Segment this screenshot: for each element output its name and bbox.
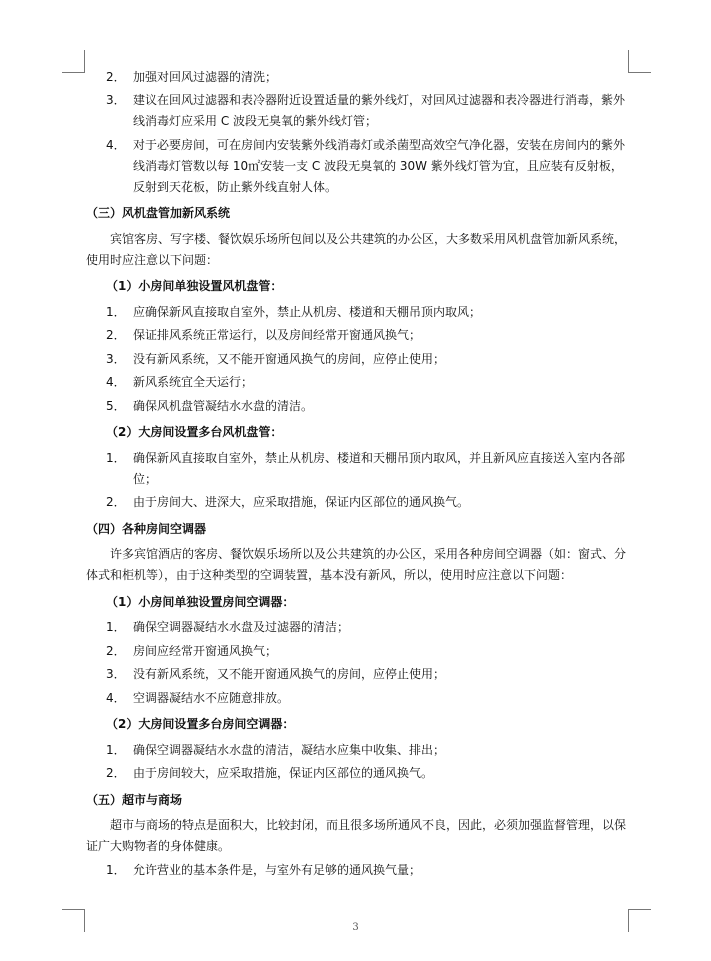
list-number: 2． [106, 69, 126, 84]
list-text: 确保空调器凝结水水盘的清洁，凝结水应集中收集、排出； [133, 742, 446, 757]
crop-mark-top-left [62, 50, 85, 73]
crop-mark-top-right [628, 50, 651, 73]
list-text: 确保新风直接取自室外，禁止从机房、楼道和天棚吊顶内取风，并且新风应直接送入室内各部位； [133, 450, 626, 486]
list-number: 5． [106, 398, 126, 413]
section-intro: 许多宾馆酒店的客房、餐饮娱乐场所以及公共建筑的办公区，采用各种房间空调器（如：窗式、分体式和柜机等），由于这种类型的空调装置，基本没有新风，所以，使用时应注意以下问题： [86, 547, 627, 582]
list-number: 3． [106, 351, 126, 366]
list-number: 3． [106, 667, 126, 681]
section-heading: （五）超市与商场 [86, 792, 183, 807]
list-text: 建议在回风过滤器和表冷器附近设置适量的紫外线灯，对回风过滤器和表冷器进行消毒，紫外线消毒灯应采用 C 波段无臭氧的紫外线灯管； [133, 93, 626, 128]
list-number: 2． [106, 643, 126, 658]
list-number: 1． [106, 742, 126, 757]
list-text: 确保风机盘管凝结水水盘的清洁。 [133, 398, 314, 413]
list-text: 保证排风系统正常运行，以及房间经常开窗通风换气； [133, 328, 422, 342]
list-number: 2． [106, 766, 126, 780]
section-heading: （四）各种房间空调器 [86, 521, 207, 536]
list-number: 2． [106, 328, 126, 342]
document-body [86, 64, 631, 883]
list-item [106, 90, 631, 132]
list-number: 4． [106, 690, 126, 705]
list-number: 1． [106, 450, 126, 465]
list-item [106, 135, 631, 198]
list-item [106, 664, 631, 685]
list-item [106, 641, 631, 662]
list-text: 加强对回风过滤器的清洗； [133, 69, 278, 84]
list-item [106, 67, 631, 88]
list-text: 允许营业的基本条件是，与室外有足够的通风换气量； [133, 862, 422, 877]
list-number: 2． [106, 495, 126, 509]
list-text: 确保空调器凝结水水盘及过滤器的清洁； [133, 620, 350, 634]
list-text: 没有新风系统，又不能开窗通风换气的房间，应停止使用； [133, 667, 446, 681]
list-text: 新风系统宜全天运行； [133, 375, 254, 389]
list-item [106, 740, 631, 761]
list-number: 4． [106, 137, 126, 152]
page-number: 3 [352, 922, 359, 933]
list-text: 对于必要房间，可在房间内安装紫外线消毒灯或杀菌型高效空气净化器，安装在房间内的紫外线消毒灯管数以每 10㎡安装一支 C 波段无臭氧的 30W 紫外线灯管为宜，且应装有反射板，反射到天花板，防止紫外线直射人体。 [133, 137, 626, 194]
list-item [106, 492, 631, 513]
subsection-heading: （1）小房间单独设置风机盘管： [106, 279, 283, 293]
list-item [106, 763, 631, 784]
list-text: 没有新风系统，又不能开窗通风换气的房间，应停止使用； [133, 351, 446, 366]
list-item [106, 349, 631, 370]
list-item [106, 617, 631, 638]
list-item [106, 372, 631, 393]
list-number: 3． [106, 93, 126, 107]
list-text: 由于房间较大，应采取措施，保证内区部位的通风换气。 [133, 766, 434, 780]
list-item [106, 448, 631, 490]
list-item [106, 688, 631, 709]
section-heading: （三）风机盘管加新风系统 [86, 206, 231, 220]
list-number: 4． [106, 375, 126, 389]
list-item [106, 860, 631, 881]
list-number: 1． [106, 862, 126, 877]
list-text: 房间应经常开窗通风换气； [133, 643, 278, 658]
list-item [106, 302, 631, 323]
list-text: 应确保新风直接取自室外，禁止从机房、楼道和天棚吊顶内取风； [133, 304, 482, 319]
list-item [106, 325, 631, 346]
list-number: 1． [106, 620, 126, 634]
list-item [106, 396, 631, 417]
section-intro: 超市与商场的特点是面积大，比较封闭，而且很多场所通风不良，因此，必须加强监督管理，以保证广大购物者的身体健康。 [86, 818, 627, 853]
section-intro: 宾馆客房、写字楼、餐饮娱乐场所包间以及公共建筑的办公区，大多数采用风机盘管加新风系统，使用时应注意以下问题： [86, 231, 627, 267]
subsection-heading: （2）大房间设置多台房间空调器： [106, 717, 295, 731]
list-number: 1． [106, 304, 126, 319]
list-text: 由于房间大、进深大，应采取措施，保证内区部位的通风换气。 [133, 495, 470, 509]
subsection-heading: （2）大房间设置多台风机盘管： [106, 425, 283, 439]
subsection-heading: （1）小房间单独设置房间空调器： [106, 594, 295, 609]
list-text: 空调器凝结水不应随意排放。 [133, 690, 290, 705]
